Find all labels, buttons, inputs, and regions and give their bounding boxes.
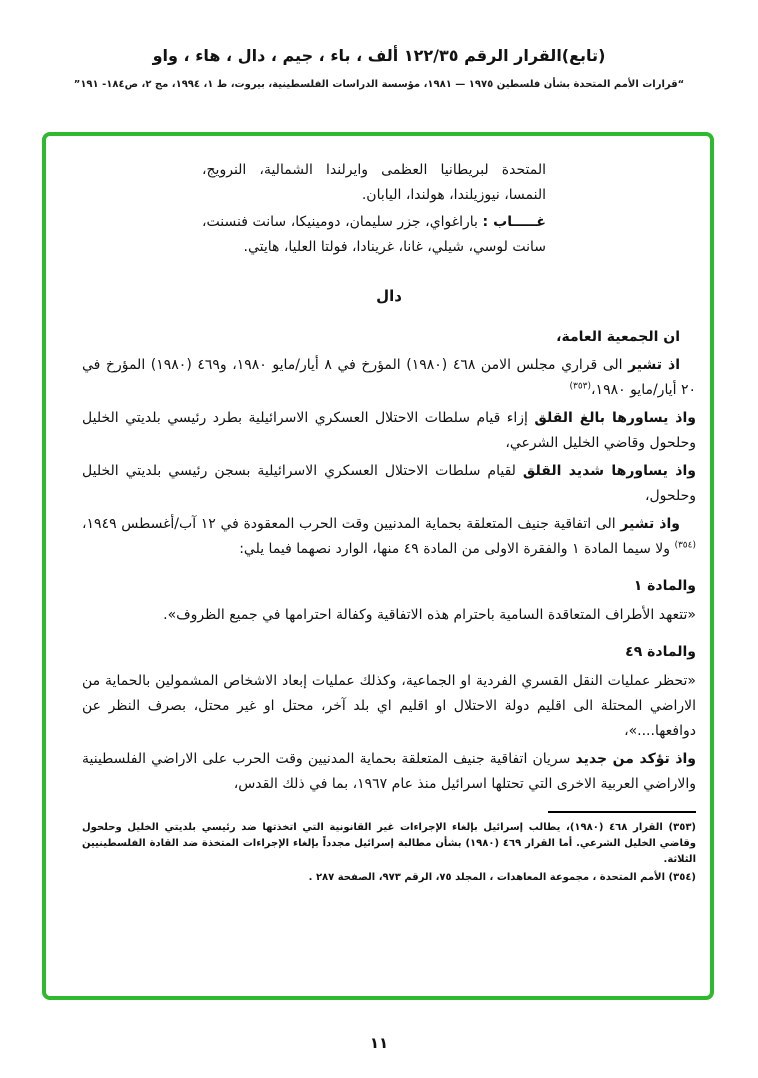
paragraph-recalls-security-council (82, 353, 696, 403)
resolution-title: (تابع)القرار الرقم ١٢٢/٣٥ ألف ، باء ، جيم ، دال ، هاء ، واو (152, 46, 606, 65)
footnote-divider (548, 811, 696, 813)
clause-body: سريان اتفاقية جنيف المتعلقة بحماية المدنيين وقت الحرب على الاراضي الفلسطينية والاراضي العربية الاخرى التي تحتلها اسرائيل منذ عام ١٩٦٧، بما في ذلك القدس، (82, 751, 696, 792)
article-1-quote: «تتعهد الأطراف المتعاقدة السامية باحترام هذه الاتفاقية وكفالة احترامها في جميع الظروف». (163, 607, 696, 623)
page-header (0, 46, 758, 90)
article-49-quote: «تحظر عمليات النقل القسري الفردية او الجماعية، وكذلك عمليات إبعاد الاشخاص المشمولين بالحماية من الاراضي المحتلة الى اقليم دولة الاحتلال او اقليم اي بلد آخر، محتل او غير محتل، بصرف النظر عن دوافعها....»، (82, 673, 696, 739)
clause-lead: اذ تشير (628, 357, 680, 373)
paragraph-geneva-convention (82, 512, 696, 562)
absent-countries: باراغواي، جزر سليمان، دومينيكا، سانت فنسنت، سانت لوسي، شيلي، غانا، غرينادا، فولتا العليا، هايتي. (202, 214, 546, 255)
clause-lead: واذ تؤكد من جديد (575, 751, 697, 767)
clause-lead: واذ يساورها بالغ القلق (534, 410, 696, 426)
footnotes (82, 811, 696, 886)
paragraph-deep-concern (82, 406, 696, 456)
section-heading-dal: دال (376, 287, 402, 305)
footnote-label: (٣٥٣) (668, 822, 696, 833)
paragraph-assembly-intro: ان الجمعية العامة، (556, 329, 680, 345)
paragraph-reaffirms-applicability (82, 747, 696, 797)
footnote-ref-353: (٣٥٣) (569, 381, 592, 392)
paragraph-grave-concern (82, 459, 696, 509)
footnote-ref-354: (٣٥٤) (674, 540, 696, 551)
page-number: ١١ (369, 1034, 389, 1052)
clause-body: لقيام سلطات الاحتلال العسكري الاسرائيلية بسجن رئيسي بلديتي الخليل وحلحول، (82, 463, 696, 504)
source-citation: “قرارات الأمم المتحدة بشأن فلسطين ١٩٧٥ — ١٩٨١، مؤسسة الدراسات الفلسطينية، بيروت، ط ١، ١٩٩٤، مج ٢، ص١٨٤- ١٩١” (73, 79, 685, 90)
vote-list-block (202, 158, 546, 260)
clause-body-continued: ولا سيما المادة ١ والفقرة الاولى من المادة ٤٩ منها، الوارد نصهما فيما يلي: (239, 541, 675, 557)
clause-lead: واذ يساورها شديد القلق (522, 463, 696, 479)
clause-body: الى اتفاقية جنيف المتعلقة بحماية المدنيين وقت الحرب المعقودة في ١٢ آب/أغسطس ١٩٤٩، (82, 516, 621, 532)
clause-lead: واذ تشير (620, 516, 680, 532)
clause-body: إزاء قيام سلطات الاحتلال العسكري الاسرائيلية بطرد رئيسي بلديتي الخليل وحلحول وقاضي الخليل الشرعي، (82, 410, 696, 451)
article-1-heading: والمادة ١ (633, 578, 696, 594)
footnote-353 (82, 820, 696, 868)
footnote-text: الأمم المتحدة ، مجموعة المعاهدات ، المجلد ٧٥، الرقم ٩٧٣، الصفحة ٢٨٧ . (308, 872, 669, 883)
vote-list-continuation: المتحدة لبريطانيا العظمى وايرلندا الشمالية، النرويج، النمسا، نيوزيلندا، هولندا، اليابان. (202, 162, 546, 203)
footnote-label: (٣٥٤) (668, 872, 696, 883)
absent-label: غـــــاب : (482, 214, 546, 230)
clause-body: الى قراري مجلس الامن ٤٦٨ (١٩٨٠) المؤرخ في ٨ أيار/مايو ١٩٨٠، و٤٦٩ (١٩٨٠) المؤرخ في ٢٠ أيار/مايو ١٩٨٠، (82, 357, 696, 398)
article-49-heading: والمادة ٤٩ (625, 644, 696, 660)
footnote-354 (82, 870, 696, 886)
absent-list (202, 210, 546, 260)
footnote-text: القرار ٤٦٨ (١٩٨٠)، يطالب إسرائيل بإلغاء الإجراءات غير القانونية التي اتخذتها ضد رئيسي بلديتي الخليل وحلحول وقاضي الخليل الشرعي. أما القرار ٤٦٩ (١٩٨٠) بشأن مطالبة إسرائيل مجدداً بإلغاء الإجراءات المتخذة ضد القادة الفلسطينيين الثلاثة. (82, 822, 696, 865)
highlighted-content-frame (42, 132, 714, 1000)
